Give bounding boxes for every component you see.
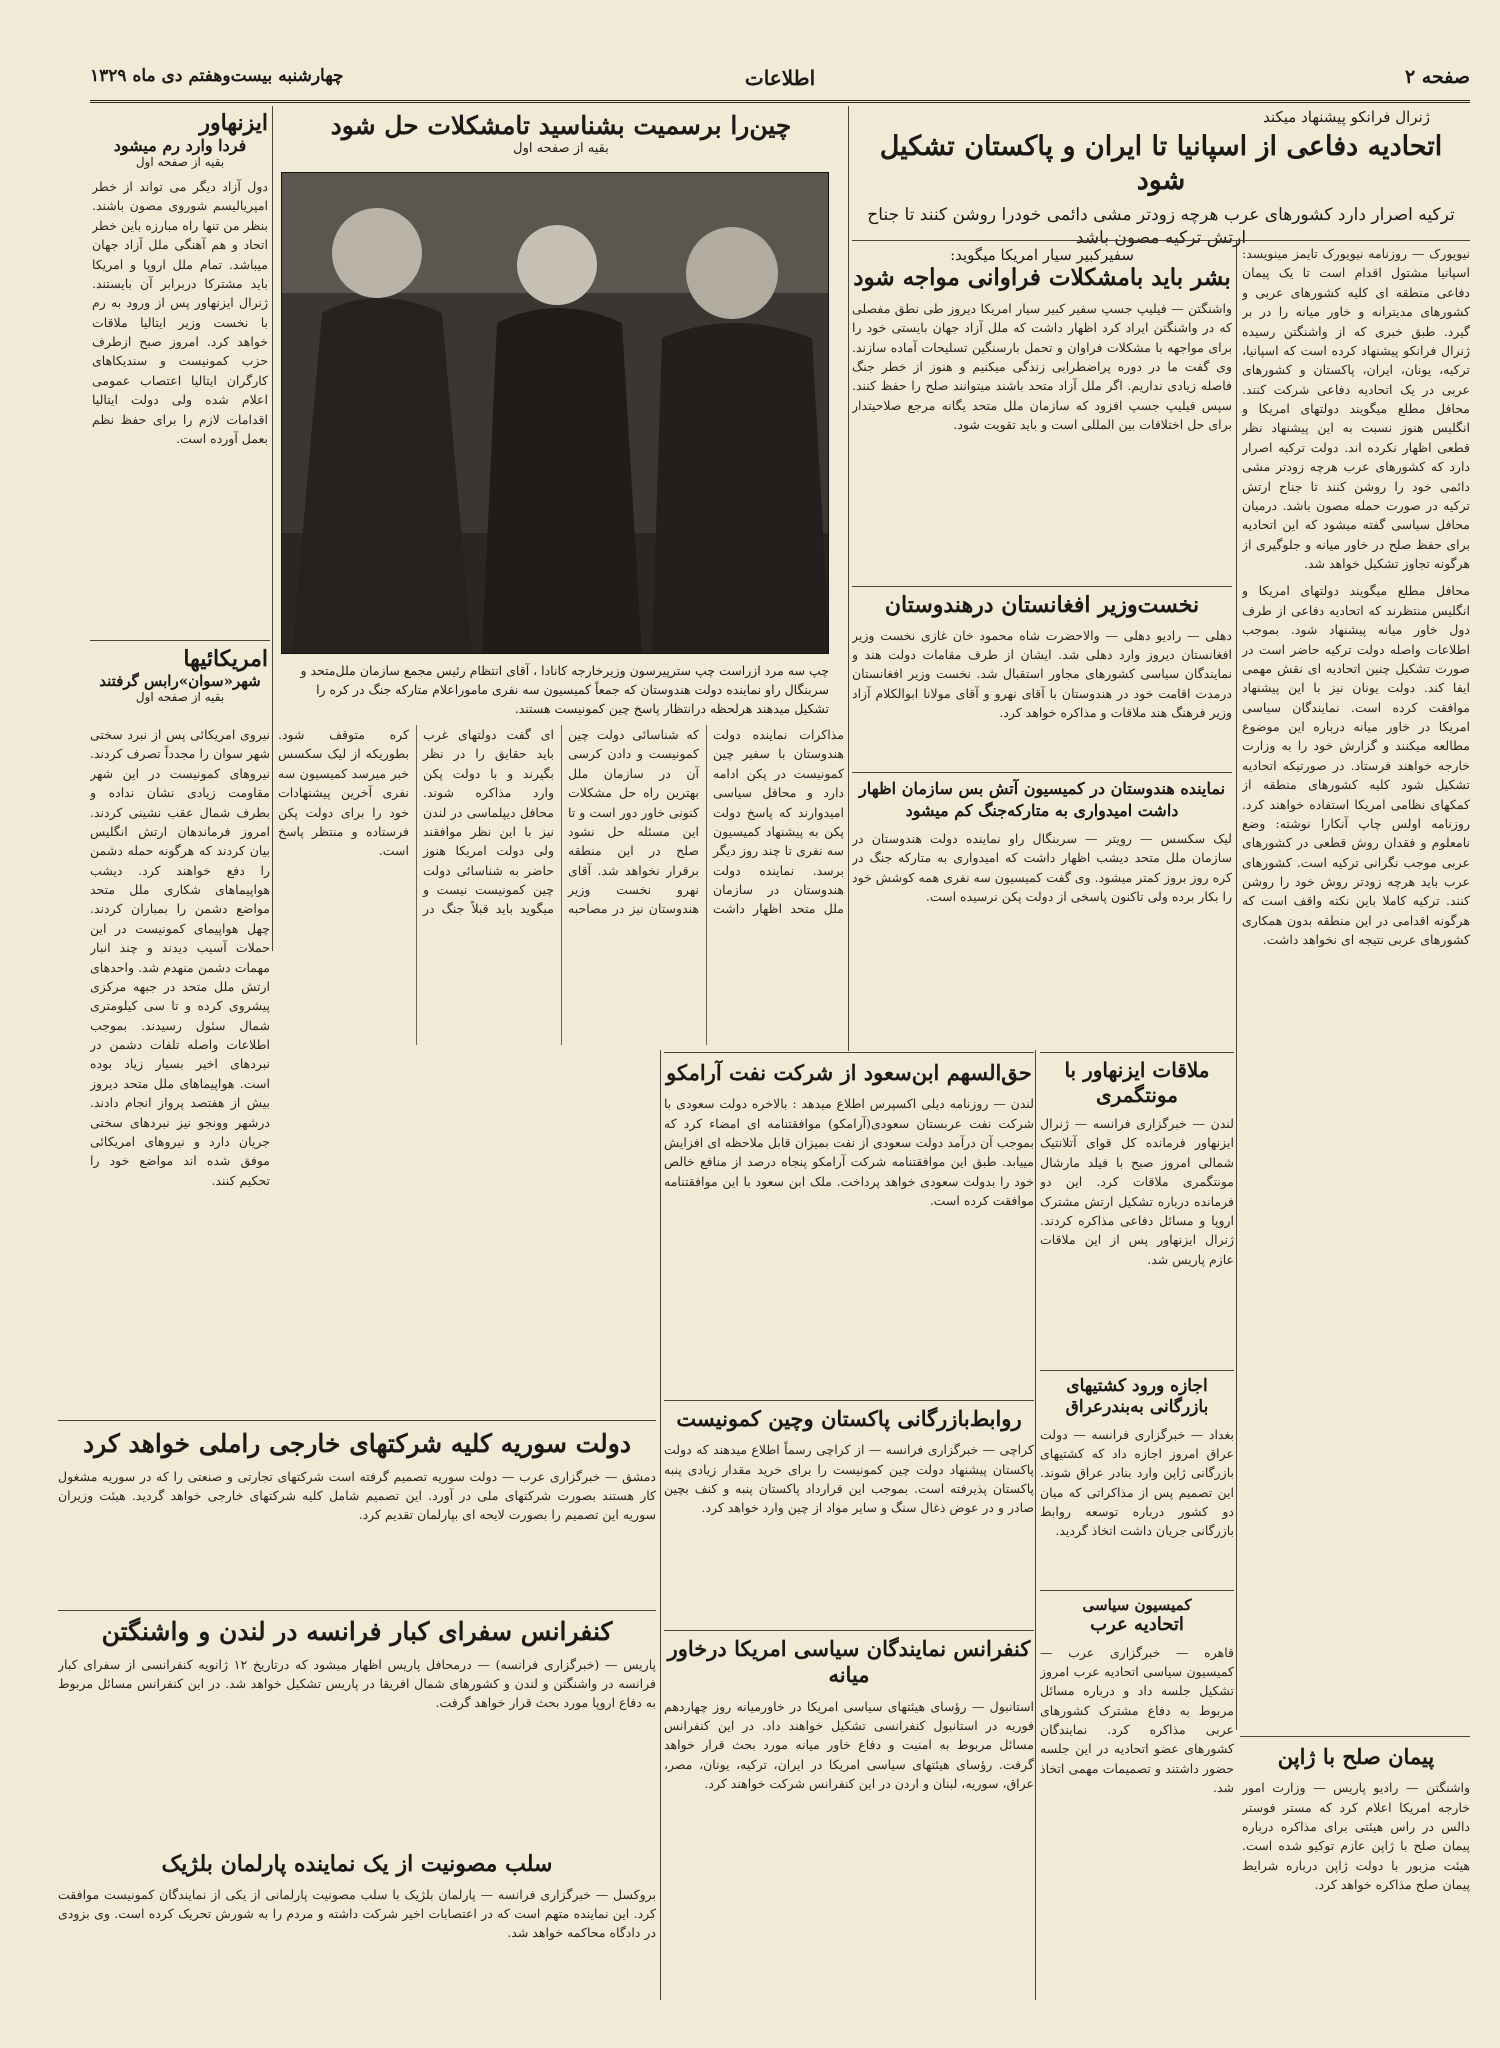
envoy-kicker: سفیرکبیر سیار امریکا میگوید: <box>950 246 1134 264</box>
divider <box>660 1050 661 2000</box>
divider <box>90 640 270 641</box>
envoy-article <box>852 246 1232 539</box>
lebanon-article <box>58 1850 656 1985</box>
divider <box>1240 1736 1470 1737</box>
lebanon-body: بروکسل — خبرگزاری فرانسه — پارلمان بلژیک با سلب مصونیت پارلمانی از یکی از نمایندگان کمونیست موافقت کرد. این نماینده متهم است که در اعتصابات اخیر شرکت داشته و مردم را به شورش تحریک کرده است. وی بزودی در دادگاه محاکمه خواهد شد. <box>58 1886 656 1941</box>
newspaper-name: اطلاعات <box>744 66 816 90</box>
eisenhower-body: دول آزاد دیگر می تواند از خطر امپریالیسم شوروی مصون باشند. بنظر من تنها راه مبارزه باین خطر اتحاد و هم آهنگی ملل آزاد جهان میباشد. تمام ملل اروپا و امریکا باید مشترکا دربرابر آن بایستند. ژنرال ایزنهاور پس از ورود به رم با نخست وزیر ایتالیا ملاقات خواهد کرد. امروز صبح ازطرف حزب کمونیست و سندیکاهای کارگران ایتالیا اعتصاب عمومی اعلام شده ولی دولت ایتالیا اقدامات لازم را برای حفظ نظم بعمل آورده است. <box>92 179 268 446</box>
pact-body <box>1242 244 1470 1734</box>
divider <box>664 1400 1034 1401</box>
americans-article <box>92 646 268 704</box>
syria-body: دمشق — خبرگزاری عرب — دولت سوریه تصمیم گرفته است شرکتهای تجارتی و صنعتی را که در سوریه مشغول کار هستند بصورت شرکتهای ملی در آورد. این تصمیم شامل کلیه شرکتهای خارجی خواهد گردید. هیئت وزیران سوریه این تصمیم را بصورت لایحه ای بپارلمان تقدیم کرد. <box>58 1468 656 1523</box>
page-number: صفحه ۲ <box>1404 66 1470 88</box>
peace-article <box>1242 1744 1470 2008</box>
eisenhower-article <box>92 110 268 597</box>
commission-kicker: کمیسیون سیاسی <box>1082 1596 1192 1614</box>
masthead <box>90 62 1470 98</box>
divider <box>1040 1590 1234 1591</box>
india-rep-body: لیک سکسس — رویتر — سربنگال راو نماینده دولت هندوستان در سازمان ملل متحد دیشب اظهار داشت که امیدواری به متارکه جنگ در کره روز بروز کمتر میشود. وی گفت کمیسیون سه نفری همه کوشش خود را بکار برده ولی تاکنون پاسخی از دولت پکن نرسیده است. <box>852 830 1232 904</box>
divider <box>848 106 849 1051</box>
commission-headline: اتحادیه عرب <box>1090 1614 1184 1635</box>
china-body: مذاکرات نماینده دولت هندوستان با سفیر چین کمونیست در پکن ادامه دارد و محافل سیاسی امیدوارند که پاسخ دولت پکن به پیشنهاد کمیسیون سه نفری تا چند روز دیگر برسد. نماینده دولت هندوستان در سازمان ملل متحد اظهار داشت که شناسائی دولت چین کمونیست و دادن کرسی آن در سازمان ملل بهترین راه حل مشکلات کنونی خاور دور است و تا این مسئله حل نشود صلح در این منطقه برقرار نخواهد شد. آقای نهرو نخست وزیر هندوستان نیز در مصاحبه ای گفت دولتهای غرب باید حقایق را در نظر بگیرند و با دولت پکن وارد مذاکره شوند. محافل دیپلماسی در لندن نیز با این نظر موافقند ولی دولت امریکا هنوز حاضر به شناسائی دولت چین کمونیست نیست و میگوید باید قبلاً جنگ در کره متوقف شود. بطوریکه از لیک سکسس خبر میرسد کمیسیون سه نفری آخرین پیشنهادات خود را برای دولت پکن فرستاده و منتظر پاسخ است. <box>278 727 844 917</box>
divider <box>1040 1370 1234 1371</box>
conference-article <box>664 1636 1034 1967</box>
commission-body: قاهره — خبرگزاری عرب — کمیسیون سیاسی اتحادیه عرب امروز تشکیل جلسه داد و درباره مسائل مربوط به دفاع مشترک کشورهای عربی مذاکره کرد. نمایندگان کشورهای عضو اتحادیه در این جلسه حضور داشتند و تصمیمات مهمی اتخاذ شد. <box>1040 1644 1234 1796</box>
eisenhower-title: ایزنهاور <box>199 110 268 136</box>
divider <box>852 772 1232 773</box>
iraq-headline: اجازه ورود کشتیهای بازرگانی به‌بندرعراق <box>1065 1376 1209 1418</box>
afghan-body: دهلی — رادیو دهلی — والاحضرت شاه محمود خان غازی نخست وزیر افغانستان دیروز وارد دهلی شد. ایشان از طرف مقامات دولت هند و نمایندگان سیاسی کشورهای مجاور استقبال شد. نخست وزیر افغانستان درمدت اقامت خود در هندوستان با آقای نهرو و آقای مولانا ابوالکلام آزاد وزیر فرهنگ هند ملاقات و مذاکره خواهد کرد. <box>852 627 1232 720</box>
americans-title: امریکائیها <box>183 646 268 672</box>
americans-sub: شهر«سوان»رابس گرفتند <box>99 672 261 690</box>
envoys-body: پاریس — (خبرگزاری فرانسه) — درمحافل پاریس اظهار میشود که درتاریخ ۱۲ ژانویه کنفرانسی از سفرای کبار فرانسه در واشنگتن و لندن و کشورهای شمال افریقا در پاریس تشکیل خواهد شد. در این کنفرانس مسائل مربوط به دفاع اروپا مورد بحث قرار خواهد گرفت. <box>58 1656 656 1711</box>
pact-headline: اتحادیه دفاعی از اسپانیا تا ایران و پاکستان تشکیل شود <box>879 131 1443 196</box>
pact-subhead: ترکیه اصرار دارد کشورهای عرب هرچه زودتر مشی دائمی خودرا روشن کنند تا جناح ارتش ترکیه مصون باشد <box>867 204 1455 249</box>
divider <box>1035 1050 1036 2000</box>
iraq-article <box>1040 1376 1234 1585</box>
conference-body: استانبول — رؤسای هیئتهای سیاسی امریکا در خاورمیانه روز چهاردهم فوریه در استانبول کنفرانسی تشکیل خواهند داد. در این کنفرانس مسائل مربوط به امنیت و دفاع خاور میانه مورد بحث قرار خواهد گرفت. رؤسای هیئتهای سیاسی امریکا در ایران، ترکیه، یونان، مصر، عراق، سوریه، لبنان و اردن در این کنفرانس شرکت خواهند کرد. <box>664 1698 1034 1791</box>
pact-kicker: ژنرال فرانکو پیشنهاد میکند <box>1263 108 1430 126</box>
afghan-headline: نخست‌وزیر افغانستان درهندوستان <box>884 592 1200 618</box>
eisenhower-continued: بقیه از صفحه اول <box>135 155 225 169</box>
pact-body-text: نیویورک — روزنامه نیویورک تایمز مینویسد: اسپانیا مشتول اقدام است تا یک پیمان دفاعی منطقه ای کلیه کشورهای عربی و کشورهای مدیترانه و خاور میانه را در بر گیرد. طبق خبری که از واشنگتن رسیده ژنرال فرانکو پیشنهاد کرده است که اسپانیا، ترکیه، یونان، ایران، پاکستان و کشورهای عربی در یک اتحادیه دفاعی شرکت کنند. محافل مطلع میگویند دولتهای امریکا و انگلیس هنوز نسبت به این پیشنهاد نظر قطعی اظهار نکرده اند. دولت ترکیه اصرار دارد که کشورهای عرب هرچه زودتر مشی دائمی خود را روشن کنند تا جناح ارتش ترکیه در صورت حمله مصون باشد. درمیان محافل سیاسی گفته میشود که این اتحادیه برای حفظ صلح در خاور میانه و جلوگیری از هرگونه تجاوز تشکیل خواهد شد. <box>1242 246 1470 571</box>
envoy-headline: بشر باید بامشکلات فراوانی مواجه شود <box>853 264 1231 291</box>
syria-headline: دولت سوریه کلیه شرکتهای خارجی راملی خواهد کرد <box>82 1429 632 1458</box>
photo-caption: چپ سه مرد ازراست چپ سترپیرسون وزیرخارجه کانادا ، آقای انتظام رئیس مجمع سازمان ملل‌متحد و سربنگال راو نماینده دولت هندوستان که جمعاً کمیسیون سه نفری ماموراعلام متارکه جنگ در کره را تشکیل میدهند هرلحظه درانتظار پاسخ چین کمونیست هستند. <box>300 663 829 716</box>
issue-date: چهارشنبه بیست‌وهفتم دی ماه ۱۳۲۹ <box>90 66 344 86</box>
americans-body: نیروی امریکائی پس از نبرد سختی شهر سوان را مجدداً تصرف کردند. نیروهای کمونیست در این شهر مقاومت زیادی نشان نداده و بطرف شمال عقب نشینی کردند. امروز فرماندهان ارتش انگلیس بیان کردند که هرگونه حمله دشمن را دفع خواهند کرد. دیشب هواپیماهای شکاری ملل متحد مواضع دشمن را بمباران کردند. چهل هواپیمای کمونیست در این حملات آسیب دیدند و چند انبار مهمات دشمن منهدم شد. واحدهای ارتش ملل متحد در جبهه مرکزی پیشروی کرده و تا سی کیلومتری شمال سئول رسیدند. بموجب اطلاعات واصله تلفات دشمن در نبردهای اخیر بسیار زیاد بوده است. هواپیماهای ملل متحد دیروز بیش از هفتصد پرواز انجام دادند. درشهر وونجو نیز نبردهای سختی جریان دارد و نیروهای امریکائی موفق شده اند مواضع خود را تحکیم کنند. <box>90 727 270 1188</box>
pakistan-headline: روابط‌بازرگانی پاکستان وچین کمونیست <box>676 1406 1022 1431</box>
india-rep-article <box>852 778 1232 1019</box>
photo-image <box>282 173 829 654</box>
divider <box>272 106 273 951</box>
divider <box>664 1630 1034 1631</box>
saudi-headline: حق‌السهم ابن‌سعود از شرکت نفت آرامکو <box>666 1060 1032 1085</box>
pakistan-body: کراچی — خبرگزاری فرانسه — از کراچی رسماً اطلاع میدهند که دولت پاکستان پیشنهاد دولت چین کمونیست را برای خرید مقدار زیادی پنبه پاکستان پذیرفته است. بموجب این قرارداد پاکستان پنبه و کنف بچین صادر و در عوض ذغال سنگ و سایر مواد از چین وارد خواهد کرد. <box>664 1442 1034 1516</box>
divider <box>58 1610 656 1611</box>
press-photo <box>281 172 829 654</box>
divider <box>1236 240 1237 1730</box>
china-headline: چین‌را برسمیت بشناسید تامشکلات حل شود <box>330 111 792 140</box>
pact-article-head <box>852 108 1470 249</box>
commission-article <box>1040 1596 1234 1973</box>
divider <box>58 1420 656 1421</box>
envoy-body: واشنگتن — فیلیپ جسپ سفیر کبیر سیار امریکا دیروز طی نطق مفصلی که در واشنگتن ایراد کرد اظهار داشت که ملل آزاد جهان بایستی خود را برای مواجهه با مشکلات فراوان و تحمل بارسنگین تسلیحات آماده سازند. وی گفت ما در دوره پراضطرابی زندگی میکنیم و هنوز از خطر جنگ فاصله زیادی نداریم. اگر ملل آزاد متحد باشند میتوانند صلح را حفظ کنند. سپس فیلیپ جسپ افزود که سازمان ملل متحد یگانه مرجع صلاحیتدار برای حل اختلافات بین المللی است و باید تقویت شود. <box>852 300 1232 432</box>
divider <box>852 240 1470 241</box>
divider <box>852 586 1232 587</box>
pakistan-article <box>664 1406 1034 1620</box>
eisenhower-sub: فردا وارد رم میشود <box>113 136 247 155</box>
syria-article <box>58 1428 656 1562</box>
afghan-article <box>852 592 1232 756</box>
masthead-rule <box>90 100 1470 103</box>
meeting-article <box>1040 1058 1234 1324</box>
lebanon-headline: سلب مصونیت از یک نماینده پارلمان بلژیک <box>161 1851 553 1877</box>
conference-headline: کنفرانس نمایندگان سیاسی امریکا درخاور میانه <box>667 1636 1031 1688</box>
saudi-body: لندن — روزنامه دیلی اکسپرس اطلاع میدهد : بالاخره دولت سعودی با شرکت نفت عربستان سعودی(آرامکو) موافقتنامه ای امضاء کرد که بموجب آن درآمد دولت سعودی از نفت بمیزان قابل ملاحظه ای افزایش مییابد. طبق این موافقتنامه شرکت آرامکو پنجاه درصد از منافع خالص خود را بدولت سعودی خواهد پرداخت. ملک ابن سعود با این موافقتنامه موافقت کرده است. <box>664 1096 1034 1209</box>
envoys-headline: کنفرانس سفرای کبار فرانسه در لندن و واشنگتن <box>101 1617 613 1646</box>
envoys-article <box>58 1616 656 1755</box>
pact-body-continued: محافل مطلع میگویند دولتهای امریکا و انگلیس منتظرند که اتحادیه دفاعی از طرف دول خاور میانه پیشنهاد شود. بموجب اطلاعات واصله دولت ترکیه حاضر است در صورت تشکیل چنین اتحادیه ای نقش مهمی ایفا کند. دولت یونان نیز با این پیشنهاد موافقت کرده است. نمایندگان سیاسی امریکا در خاور میانه درباره این موضوع مطالعه میکنند و گزارش خود را به وزارت خارجه خواهند فرستاد. در صورتیکه اتحادیه تشکیل شود کلیه کشورهای منطقه از کمکهای نظامی امریکا استفاده خواهند کرد. روزنامه اولس چاپ آنکارا نوشته: وضع نامعلوم و فقدان روش قطعی در کشورهای عربی موجب نگرانی ترکیه است. کشورهای عرب باید هرچه زودتر روش خود را روشن کنند. ترکیه کاملا باین نکته واقف است که هرگونه اقدامی در این منطقه بدون همکاری کشورهای عربی نتیجه ای نخواهد داشت. <box>1242 583 1470 948</box>
iraq-body: بغداد — خبرگزاری فرانسه — دولت عراق امروز اجازه داد که کشتیهای بازرگانی ژاپن وارد بنادر عراق شوند. این تصمیم پس از مذاکراتی که میان دو کشور درباره توسعه روابط بازرگانی جریان داشت اتخاذ گردید. <box>1040 1426 1234 1539</box>
saudi-article <box>664 1060 1034 1394</box>
americans-continued: بقیه از صفحه اول <box>135 690 225 704</box>
meeting-body: لندن — خبرگزاری فرانسه — ژنرال ایزنهاور فرمانده کل قوای آتلانتیک شمالی امروز صبح با فیلد مارشال مونتگمری ملاقات کرد. این دو فرمانده درباره تشکیل ارتش مشترک اروپا و مسائل دفاعی مذاکره کردند. ژنرال ایزنهاور پس از این ملاقات عازم پاریس شد. <box>1040 1116 1234 1267</box>
divider <box>1040 1052 1234 1053</box>
meeting-headline: ملاقات ایزنهاور با مونتگمری <box>1064 1058 1210 1107</box>
india-rep-headline: نماینده هندوستان در کمیسیون آتش بس سازمان اظهار داشت امیدواری به متارکه‌جنگ کم میشود <box>858 779 1226 821</box>
china-continued: بقیه از صفحه اول <box>513 141 609 157</box>
china-article-head <box>278 110 844 156</box>
divider <box>664 1052 1034 1053</box>
peace-body: واشنگتن — رادیو پاریس — وزارت امور خارجه امریکا اعلام کرد که مستر فوستر دالس در راس هیئتی برای مذاکره درباره پیمان صلح با ژاپن عازم توکیو شده است. هیئت مزبور با دولت ژاپن درباره شرایط پیمان صلح مذاکره خواهد کرد. <box>1242 1780 1470 1893</box>
peace-headline: پیمان صلح با ژاپن <box>1277 1744 1435 1769</box>
